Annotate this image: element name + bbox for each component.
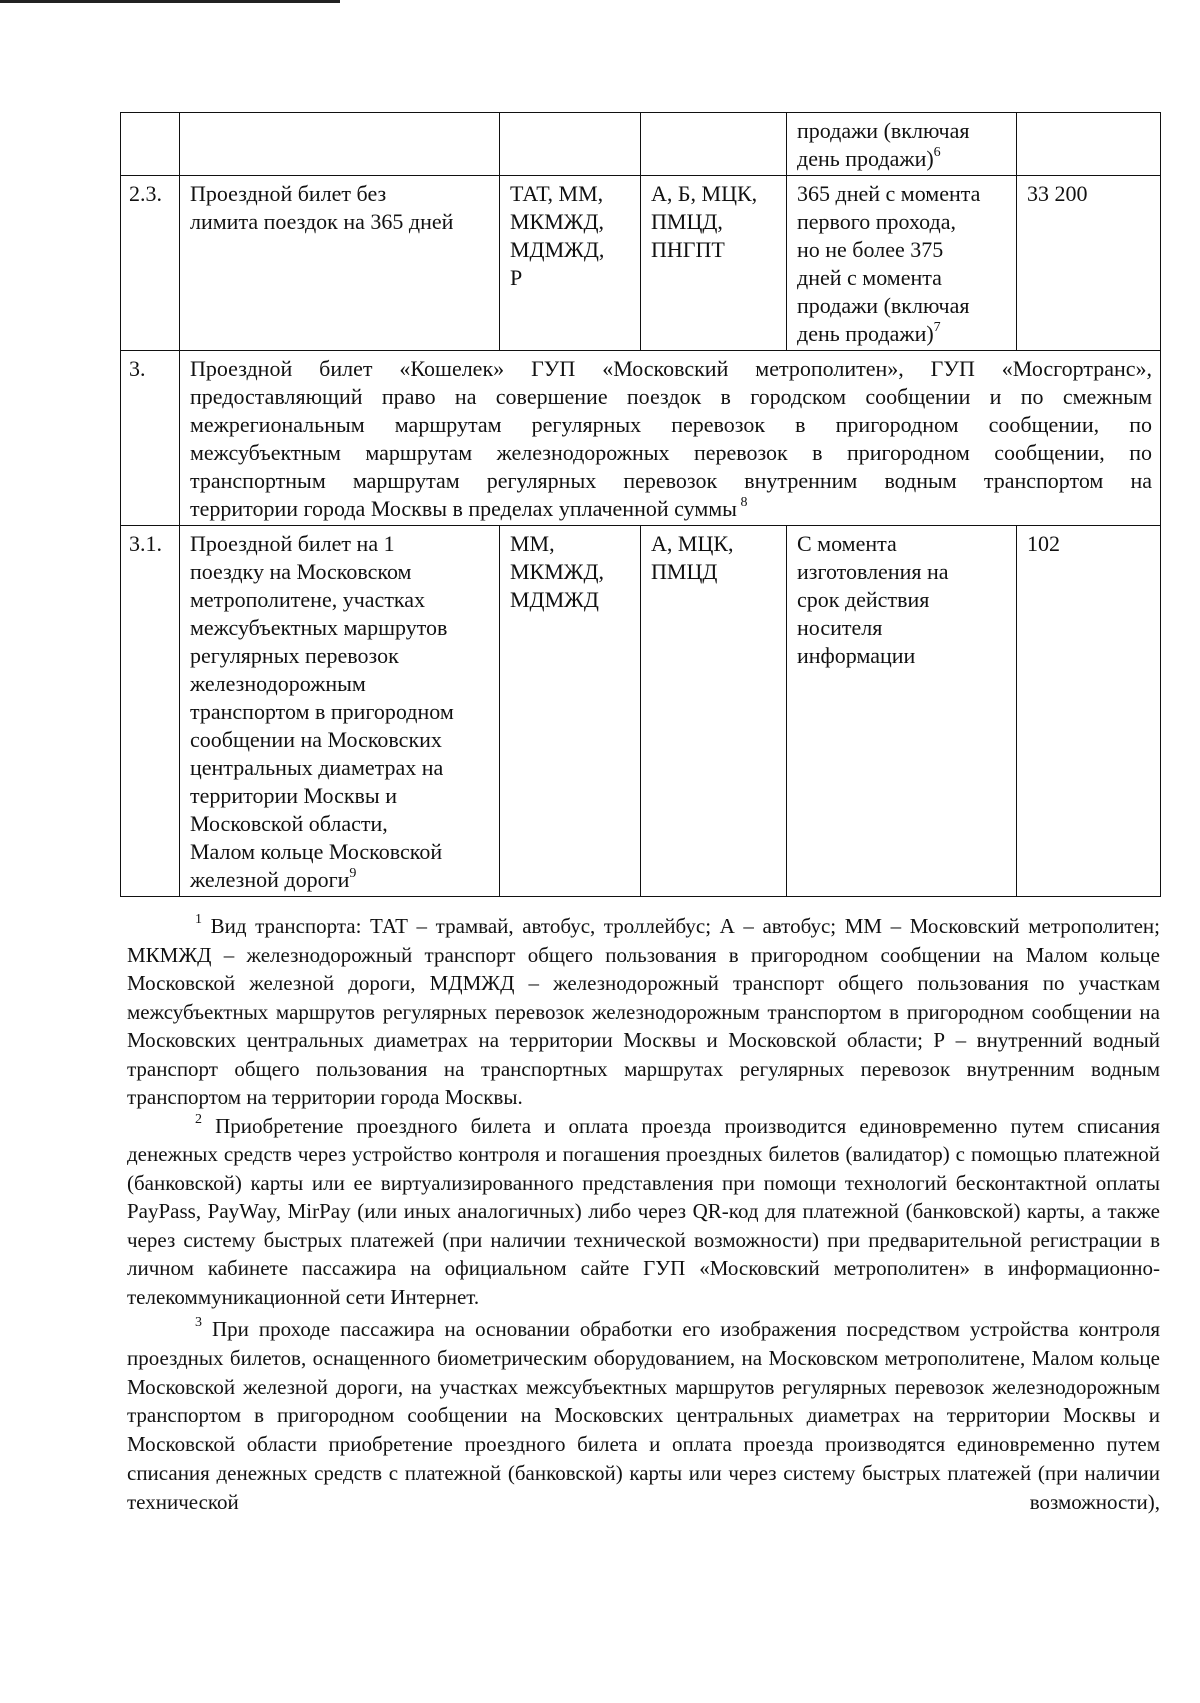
cell-line: поездку на Московском bbox=[190, 559, 412, 584]
cell-line: Р bbox=[510, 265, 523, 290]
cell-zones bbox=[641, 113, 787, 176]
footnote-reference: 9 bbox=[349, 865, 357, 881]
cell-price: 102 bbox=[1017, 526, 1161, 897]
cell-line: носителя bbox=[797, 615, 883, 640]
footnote-3 bbox=[127, 1315, 1160, 1517]
cell-line: продажи (включая bbox=[797, 293, 970, 318]
cell-line: предоставляющий право на совершение поездок в городском сообщении и по смежным bbox=[190, 384, 1152, 409]
cell-line: срок действия bbox=[797, 587, 930, 612]
cell-line: С момента bbox=[797, 531, 897, 556]
cell-num: 2.3. bbox=[121, 176, 180, 351]
cell-line: территории Москвы и bbox=[190, 783, 397, 808]
cell-line: первого прохода, bbox=[797, 209, 956, 234]
cell-price bbox=[1017, 113, 1161, 176]
cell-line: межрегиональным маршрутам регулярных перевозок в пригородном сообщении, по bbox=[190, 412, 1152, 437]
cell-line: А, МЦК, bbox=[651, 531, 734, 556]
cell-line: МКМЖД, bbox=[510, 209, 605, 234]
cell-line: А, Б, МЦК, bbox=[651, 181, 758, 206]
cell-line: ПНГПТ bbox=[651, 237, 725, 262]
cell-line: Проездной билет на 1 bbox=[190, 531, 395, 556]
cell-line: Малом кольце Московской bbox=[190, 839, 443, 864]
cell-line: но не более 375 bbox=[797, 237, 944, 262]
cell-line: межсубъектным маршрутам железнодорожных перевозок в пригородном сообщении, по bbox=[190, 440, 1152, 465]
cell-line: изготовления на bbox=[797, 559, 949, 584]
table-row-continuation bbox=[121, 113, 1161, 176]
footnote-reference: 6 bbox=[933, 144, 941, 160]
footnote-reference: 8 bbox=[736, 494, 748, 510]
cell-line: день продажи)$^7$ bbox=[797, 319, 941, 346]
cell-validity bbox=[787, 113, 1017, 176]
cell-line: транспортным маршрутам регулярных перевозок внутренним водным транспортом на bbox=[190, 468, 1152, 493]
table-row-3-1 bbox=[121, 526, 1161, 897]
cell-line: железнодорожным bbox=[190, 671, 366, 696]
cell-line: сообщении на Московских bbox=[190, 727, 442, 752]
footnotes bbox=[127, 912, 1160, 1517]
footnote-text: При проходе пассажира на основании обработки его изображения посредством устройства контроля проездных билетов, оснащенного биометрическим оборудованием, на Московском метрополитене, Малом кольце Московской железной дороги, на участках межсубъектных маршрутов регулярных перевозок железнодорожным транспортом в пригородном сообщении на Московских центральных диаметрах на территории Москвы и Московской области приобретение проездного билета и оплата проезда производятся единовременно путем списания денежных средств с платежной (банковской) карты или через систему быстрых платежей (при наличии технической возможности), bbox=[127, 1317, 1160, 1514]
cell-validity bbox=[787, 176, 1017, 351]
cell-line: информации bbox=[797, 643, 916, 668]
cell-line: лимита поездок на 365 дней bbox=[190, 209, 454, 234]
footnote-marker: 3 bbox=[195, 1315, 202, 1330]
cell-line: ТАТ, ММ, bbox=[510, 181, 604, 206]
cell-line: транспортом в пригородном bbox=[190, 699, 454, 724]
cell-transport bbox=[500, 526, 641, 897]
footnote-marker: 1 bbox=[195, 912, 202, 927]
cell-line: МКМЖД, bbox=[510, 559, 605, 584]
footnote-2 bbox=[127, 1112, 1160, 1312]
footnote-marker: 2 bbox=[195, 1111, 202, 1127]
cell-line: центральных диаметрах на bbox=[190, 755, 444, 780]
table-row-3 bbox=[121, 351, 1161, 526]
cell-line: межсубъектных маршрутов bbox=[190, 615, 448, 640]
cell-line: ПМЦД, bbox=[651, 209, 723, 234]
cell-ticket-name bbox=[180, 526, 500, 897]
cell-price: 33 200 bbox=[1017, 176, 1161, 351]
cell-num: 3.1. bbox=[121, 526, 180, 897]
cell-line: метрополитене, участках bbox=[190, 587, 426, 612]
cell-line: продажи (включая bbox=[797, 118, 970, 143]
scan-artifact-top bbox=[0, 0, 340, 3]
footnote-reference: 7 bbox=[933, 319, 941, 335]
footnote-text: Вид транспорта: ТАТ – трамвай, автобус, троллейбус; А – автобус; ММ – Московский метрополитен; МКМЖД – железнодорожный транспорт общего пользования в пригородном сообщении на Малом кольце Московской железной дороги, МДМЖД – железнодорожный транспорт общего пользования по участкам межсубъектных маршрутов регулярных перевозок железнодорожным транспортом в пригородном сообщении на Московских центральных диаметрах на территории Москвы и Московской области; Р – внутренний водный транспорт общего пользования на транспортных маршрутах регулярных перевозок внутренним водным транспортом на территории города Москвы. bbox=[127, 914, 1161, 1109]
cell-validity bbox=[787, 526, 1017, 897]
cell-line: регулярных перевозок bbox=[190, 643, 399, 668]
cell-line: день продажи)$^6$ bbox=[797, 144, 941, 171]
cell-line: Проездной билет «Кошелек» ГУП «Московский метрополитен», ГУП «Мосгортранс», bbox=[190, 356, 1152, 381]
cell-line: Московской области, bbox=[190, 811, 388, 836]
cell-transport bbox=[500, 176, 641, 351]
cell-zones bbox=[641, 526, 787, 897]
cell-line: железной дороги$^9$ bbox=[190, 865, 357, 892]
cell-line: МДМЖД, bbox=[510, 237, 605, 262]
cell-num bbox=[121, 113, 180, 176]
cell-line: МДМЖД bbox=[510, 587, 599, 612]
footnote-1 bbox=[127, 912, 1160, 1112]
cell-line: территории города Москвы в пределах уплаченной суммы $^8$ bbox=[190, 494, 748, 521]
tariff-table bbox=[120, 112, 1161, 897]
cell-line: ММ, bbox=[510, 531, 555, 556]
cell-line: Проездной билет без bbox=[190, 181, 387, 206]
cell-ticket-name bbox=[180, 176, 500, 351]
cell-num: 3. bbox=[121, 351, 180, 526]
cell-line: ПМЦД bbox=[651, 559, 718, 584]
cell-zones bbox=[641, 176, 787, 351]
table-row-2-3 bbox=[121, 176, 1161, 351]
cell-line: дней с момента bbox=[797, 265, 942, 290]
cell-line: 365 дней с момента bbox=[797, 181, 981, 206]
footnote-text: Приобретение проездного билета и оплата проезда производится единовременно путем списания денежных средств через устройство контроля и погашения проездных билетов (валидатор) с помощью платежной (банковской) карты или ее виртуализированного представления при помощи технологий бесконтактной оплаты PayPass, PayWay, MirPay (или иных аналогичных) либо через QR-код для платежной (банковской) карты, а также через систему быстрых платежей (при наличии технической возможности) при предварительной регистрации в личном кабинете пассажира на официальном сайте ГУП «Московский метрополитен» в информационно-телекоммуникационной сети Интернет. bbox=[127, 1113, 1161, 1309]
cell-section-description bbox=[180, 351, 1161, 526]
cell-name bbox=[180, 113, 500, 176]
cell-transport bbox=[500, 113, 641, 176]
